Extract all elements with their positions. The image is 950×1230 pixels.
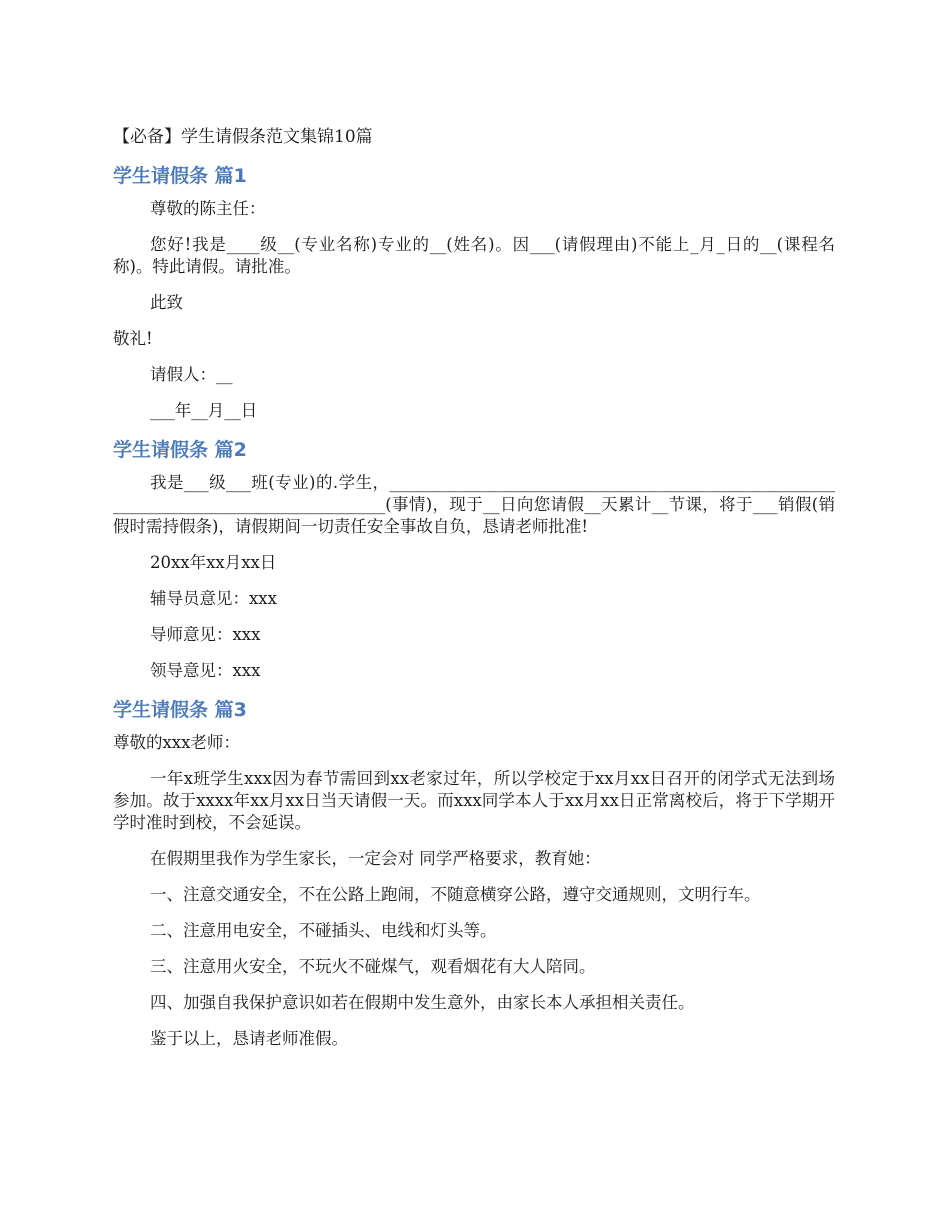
body-paragraph: 我是___级___班(专业)的.学生，_______________________________________________________________________________________(事情)，现于__日向您请假__天累计__节课，将于___销假(销假时需持假条)，请假期间一切责任安全事故自负，恳请老师批准! — [113, 473, 835, 536]
body-paragraph: 您好!我是____级__(专业名称)专业的__(姓名)。因___(请假理由)不能上_月_日的__(课程名称)。特此请假。请批准。 — [113, 235, 835, 276]
section-heading-1: 学生请假条 篇1 — [113, 165, 247, 187]
closing-regards: 敬礼! — [113, 329, 153, 348]
body-paragraph: 在假期里我作为学生家长，一定会对 同学严格要求，教育她： — [150, 849, 601, 868]
document-title: 【必备】学生请假条范文集锦10篇 — [113, 127, 373, 147]
leader-opinion: 领导意见：xxx — [150, 661, 261, 680]
list-item: 三、注意用火安全，不玩火不碰煤气，观看烟花有大人陪同。 — [150, 957, 596, 976]
date-line: 20xx年xx月xx日 — [150, 553, 277, 572]
date-line: ___年__月__日 — [150, 401, 258, 420]
list-item: 二、注意用电安全，不碰插头、电线和灯头等。 — [150, 921, 497, 940]
closing-line: 此致 — [150, 293, 183, 312]
list-item: 一、注意交通安全，不在公路上跑闹，不随意横穿公路，遵守交通规则，文明行车。 — [150, 885, 761, 904]
salutation: 尊敬的陈主任： — [150, 199, 266, 218]
counselor-opinion: 辅导员意见：xxx — [150, 589, 277, 608]
section-heading-2: 学生请假条 篇2 — [113, 439, 247, 461]
applicant-line: 请假人：__ — [150, 365, 233, 384]
document-page — [113, 124, 835, 1064]
body-paragraph: 一年x班学生xxx因为春节需回到xx老家过年，所以学校定于xx月xx日召开的闭学式无法到场参加。故于xxxx年xx月xx日当天请假一天。而xxx同学本人于xx月xx日正常离校后，将于下学期开学时准时到校，不会延误。 — [113, 769, 835, 832]
tutor-opinion: 导师意见：xxx — [150, 625, 261, 644]
closing-request: 鉴于以上，恳请老师准假。 — [150, 1029, 348, 1048]
list-item: 四、加强自我保护意识如若在假期中发生意外，由家长本人承担相关责任。 — [150, 993, 695, 1012]
salutation: 尊敬的xxx老师： — [113, 733, 240, 752]
section-heading-3: 学生请假条 篇3 — [113, 699, 247, 721]
